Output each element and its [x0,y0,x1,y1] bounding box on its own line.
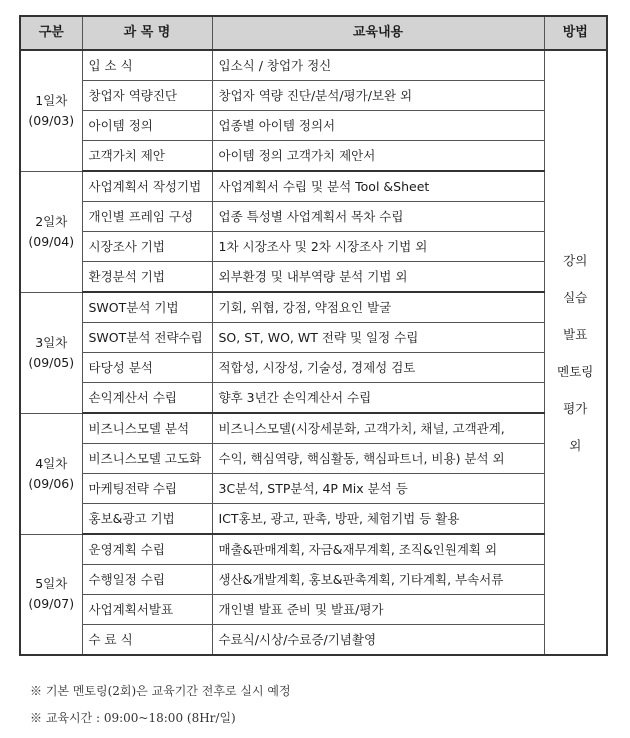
day-label: 3일차 [35,334,68,350]
subject-cell: 비즈니스모델 고도화 [82,444,212,474]
footnote-mentoring: ※ 기본 멘토링(2회)은 교육기간 전후로 실시 예정 [30,684,291,698]
subject-cell: 수 료 식 [82,625,212,656]
subject-cell: SWOT분석 기법 [82,292,212,323]
table-row [20,534,607,565]
subject-cell: 창업자 역량진단 [82,81,212,111]
day-date: (09/06) [28,475,75,491]
content-cell: ICT홍보, 광고, 판촉, 방판, 체험기법 등 활용 [212,504,544,535]
subject-cell: SWOT분석 전략수립 [82,323,212,353]
day-label: 2일차 [35,213,68,229]
footnote-hours: ※ 교육시간 : 09:00~18:00 (8Hr/일) [30,711,236,725]
content-cell: 비즈니스모델(시장세분화, 고객가치, 채널, 고객관계, [212,413,544,444]
day-cell-5 [20,534,82,655]
table-row [20,171,607,202]
subject-cell: 입 소 식 [82,50,212,81]
day-cell-2 [20,171,82,292]
table-row [20,625,607,656]
content-cell: 수익, 핵심역량, 핵심활동, 핵심파트너, 비용) 분석 외 [212,444,544,474]
method-item: 멘토링 [557,363,594,379]
subject-cell: 수행일정 수립 [82,565,212,595]
table-row [20,353,607,383]
footnotes [30,682,291,736]
table-row [20,262,607,293]
subject-cell: 아이템 정의 [82,111,212,141]
table-row [20,111,607,141]
table-row [20,504,607,535]
subject-cell: 손익계산서 수립 [82,383,212,414]
subject-cell: 개인별 프레임 구성 [82,202,212,232]
subject-cell: 환경분석 기법 [82,262,212,293]
subject-cell: 사업계획서발표 [82,595,212,625]
table-row [20,565,607,595]
curriculum-table [19,15,608,656]
subject-cell: 시장조사 기법 [82,232,212,262]
subject-cell: 비즈니스모델 분석 [82,413,212,444]
content-cell: 개인별 발표 준비 및 발표/평가 [212,595,544,625]
subject-cell: 사업계획서 작성기법 [82,171,212,202]
subject-cell: 운영계획 수립 [82,534,212,565]
method-item: 외 [569,437,582,453]
day-label: 5일차 [35,576,68,592]
subject-cell: 타당성 분석 [82,353,212,383]
table-row [20,202,607,232]
table-row [20,383,607,414]
table-row [20,141,607,172]
day-date: (09/07) [28,596,75,612]
header-method: 방법 [544,16,607,50]
content-cell: 아이템 정의 고객가치 제안서 [212,141,544,172]
table-row [20,474,607,504]
day-cell-3 [20,292,82,413]
content-cell: 입소식 / 창업가 정신 [212,50,544,81]
header-content: 교육내용 [212,16,544,50]
day-label: 4일차 [35,455,68,471]
content-cell: 생산&개발계획, 홍보&판촉계획, 기타계획, 부속서류 [212,565,544,595]
table-row [20,81,607,111]
table-header-row [20,16,607,50]
content-cell: 외부환경 및 내부역량 분석 기법 외 [212,262,544,293]
day-cell-4 [20,413,82,534]
content-cell: SO, ST, WO, WT 전략 및 일정 수립 [212,323,544,353]
content-cell: 수료식/시상/수료증/기념촬영 [212,625,544,656]
content-cell: 사업계획서 수립 및 분석 Tool &Sheet [212,171,544,202]
table-row [20,323,607,353]
content-cell: 향후 3년간 손익계산서 수립 [212,383,544,414]
table-row [20,444,607,474]
subject-cell: 홍보&광고 기법 [82,504,212,535]
day-date: (09/05) [28,354,75,370]
table-row [20,292,607,323]
header-subject: 과 목 명 [82,16,212,50]
method-item: 발표 [563,326,588,342]
content-cell: 3C분석, STP분석, 4P Mix 분석 등 [212,474,544,504]
content-cell: 창업자 역량 진단/분석/평가/보완 외 [212,81,544,111]
content-cell: 적합성, 시장성, 기술성, 경제성 검토 [212,353,544,383]
content-cell: 기회, 위협, 강점, 약점요인 발굴 [212,292,544,323]
subject-cell: 마케팅전략 수립 [82,474,212,504]
day-date: (09/04) [28,233,75,249]
method-item: 평가 [563,400,588,416]
header-day: 구분 [20,16,82,50]
table-row [20,413,607,444]
subject-cell: 고객가치 제안 [82,141,212,172]
method-item: 실습 [563,289,588,305]
table-row [20,595,607,625]
content-cell: 1차 시장조사 및 2차 시장조사 기법 외 [212,232,544,262]
content-cell: 업종별 아이템 정의서 [212,111,544,141]
method-cell [544,50,607,655]
day-label: 1일차 [35,92,68,108]
table-row [20,50,607,81]
day-cell-1 [20,50,82,171]
table-row [20,232,607,262]
content-cell: 매출&판매계획, 자금&재무계획, 조직&인원계획 외 [212,534,544,565]
content-cell: 업종 특성별 사업계획서 목차 수립 [212,202,544,232]
method-item: 강의 [563,252,588,268]
day-date: (09/03) [28,112,75,128]
